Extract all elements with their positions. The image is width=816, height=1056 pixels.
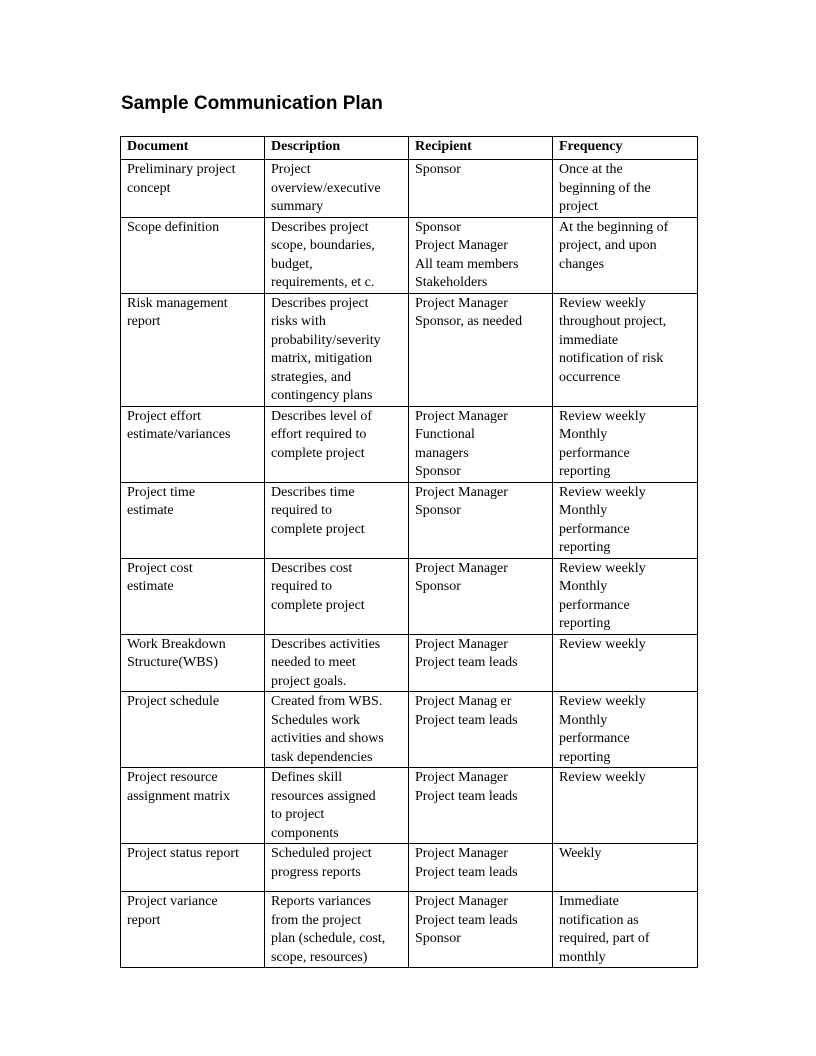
cell-text-line: strategies, and [271,369,352,385]
cell-text-line: required to [271,503,333,518]
cell-description [265,293,409,406]
column-header-description: Description [265,137,409,160]
cell-text-line: Structure(WBS) [127,655,218,670]
cell-text-line: progress reports [271,864,361,880]
cell-text-line: Describes project [271,295,369,311]
cell-text-line: overview/executive [271,180,381,196]
cell-document [121,293,265,406]
cell-text-line: report [127,912,161,928]
cell-text-line: Sponsor [415,503,461,518]
cell-text-line: Monthly [559,427,608,442]
cell-text-line: Review weekly [559,408,646,424]
cell-text-line: risks with [271,314,326,329]
cell-text-line: Project Manager [415,770,508,785]
cell-text-line: scope, boundaries, [271,238,375,253]
cell-text-line: Describes activities [271,636,381,652]
cell-text-line: Immediate [559,894,619,909]
table-body [121,160,698,968]
cell-text-line: Once at the [559,162,623,177]
cell-text-line: monthly [559,949,606,965]
cell-text-line: Describes time [271,484,355,500]
cell-text-line: At the beginning of [559,219,669,235]
cell-recipient [409,892,553,968]
page-title: Sample Communication Plan [121,93,383,114]
cell-text-line: Project Manager [415,636,508,652]
cell-text-line: report [127,314,161,329]
cell-text-line: Describes level of [271,408,373,424]
column-header-recipient: Recipient [409,137,553,160]
cell-text-line: Sponsor [415,219,461,235]
cell-text-line: project, and upon [559,238,657,253]
cell-text-line: notification as [559,912,639,928]
cell-text-line: needed to meet [271,655,356,670]
cell-text-line: Describes cost [271,560,353,576]
cell-document [121,634,265,692]
cell-recipient [409,482,553,558]
cell-document [121,844,265,892]
cell-text-line: Reports variances [271,894,371,909]
cell-text-line: Review weekly [559,770,646,785]
cell-text-line: Project effort [127,408,201,424]
cell-text-line: required to [271,579,333,594]
cell-description [265,768,409,844]
cell-text-line: Project time [127,484,196,500]
cell-text-line: Project team leads [415,712,518,728]
cell-text-line: complete project [271,597,365,613]
cell-text-line: Review weekly [559,694,646,709]
cell-document [121,482,265,558]
cell-frequency [553,482,698,558]
cell-text-line: Monthly [559,503,608,518]
cell-text-line: performance [559,597,630,613]
cell-description [265,892,409,968]
table-row [121,558,698,634]
cell-frequency [553,692,698,768]
cell-text-line: All team members [415,256,519,272]
cell-text-line: required, part of [559,931,650,946]
table-row [121,692,698,768]
cell-recipient [409,217,553,293]
cell-text-line: Scheduled project [271,846,372,861]
cell-recipient [409,293,553,406]
table-row [121,768,698,844]
cell-frequency [553,160,698,218]
cell-text-line: concept [127,180,171,196]
cell-text-line: probability/severity [271,332,381,348]
cell-text-line: Preliminary project [127,162,236,177]
cell-description [265,217,409,293]
cell-text-line: components [271,825,339,841]
cell-text-line: reporting [559,616,611,631]
cell-text-line: complete project [271,521,365,537]
cell-text-line: Project variance [127,894,218,909]
cell-document [121,217,265,293]
cell-text-line: Project Manag er [415,694,512,709]
cell-text-line: Review weekly [559,484,646,500]
cell-text-line: contingency plans [271,388,373,403]
cell-text-line: Project status report [127,846,239,861]
cell-description [265,558,409,634]
cell-recipient [409,692,553,768]
cell-text-line: budget, [271,256,313,272]
cell-text-line: activities and shows [271,731,384,746]
cell-text-line: Project [271,162,311,177]
cell-document [121,558,265,634]
cell-text-line: plan (schedule, cost, [271,931,386,946]
cell-description [265,406,409,482]
cell-text-line: performance [559,521,630,537]
cell-text-line: performance [559,731,630,746]
cell-text-line: reporting [559,749,611,765]
cell-text-line: matrix, mitigation [271,351,373,366]
cell-text-line: Project schedule [127,694,220,709]
cell-text-line: Defines skill [271,770,343,785]
cell-recipient [409,406,553,482]
cell-text-line: Sponsor, as needed [415,314,523,329]
cell-document [121,406,265,482]
cell-text-line: Sponsor [415,162,461,177]
cell-text-line: task dependencies [271,749,373,765]
table-row [121,293,698,406]
cell-text-line: resources assigned [271,788,376,804]
cell-text-line: Project Manager [415,408,508,424]
cell-text-line: Weekly [559,846,602,861]
cell-recipient [409,634,553,692]
cell-text-line: beginning of the [559,180,651,196]
cell-frequency [553,844,698,892]
cell-recipient [409,160,553,218]
cell-text-line: effort required to [271,427,367,442]
cell-text-line: to project [271,807,325,822]
cell-text-line: managers [415,445,469,461]
cell-text-line: summary [271,199,324,214]
cell-text-line: Project Manager [415,295,508,311]
communication-plan-table [120,136,698,968]
table-header-row [121,137,698,160]
cell-text-line: from the project [271,912,362,928]
cell-text-line: Risk management [127,295,228,311]
cell-text-line: Describes project [271,219,369,235]
cell-text-line: assignment matrix [127,788,231,804]
cell-description [265,692,409,768]
cell-text-line: Sponsor [415,464,461,479]
column-header-frequency: Frequency [553,137,698,160]
cell-text-line: estimate [127,503,174,518]
cell-text-line: Scope definition [127,219,220,235]
cell-text-line: changes [559,256,605,272]
cell-document [121,892,265,968]
cell-text-line: Project Manager [415,484,508,500]
cell-text-line: project goals. [271,673,347,689]
cell-text-line: Project resource [127,770,218,785]
table-row [121,634,698,692]
cell-text-line: Stakeholders [415,275,488,290]
cell-text-line: estimate/variances [127,427,231,442]
cell-frequency [553,892,698,968]
cell-document [121,768,265,844]
table-row [121,160,698,218]
cell-text-line: Project cost [127,560,193,576]
cell-text-line: Review weekly [559,295,646,311]
cell-text-line: Review weekly [559,636,646,652]
table-row [121,892,698,968]
table-row [121,482,698,558]
cell-frequency [553,768,698,844]
cell-text-line: Project team leads [415,912,518,928]
cell-text-line: Functional [415,427,475,442]
cell-text-line: Project Manager [415,238,508,253]
cell-text-line: Project team leads [415,788,518,804]
cell-text-line: Sponsor [415,931,461,946]
cell-text-line: performance [559,445,630,461]
cell-description [265,160,409,218]
cell-document [121,692,265,768]
cell-document [121,160,265,218]
cell-description [265,482,409,558]
cell-frequency [553,558,698,634]
cell-text-line: scope, resources) [271,949,368,965]
cell-text-line: throughout project, [559,314,667,329]
cell-text-line: estimate [127,579,174,594]
cell-description [265,844,409,892]
cell-text-line: Sponsor [415,579,461,594]
cell-recipient [409,768,553,844]
cell-text-line: Project team leads [415,864,518,880]
cell-text-line: complete project [271,445,365,461]
cell-text-line: immediate [559,332,619,348]
table-row [121,844,698,892]
cell-text-line: Schedules work [271,712,361,728]
cell-text-line: Review weekly [559,560,646,576]
table-row [121,217,698,293]
cell-text-line: Project Manager [415,894,508,909]
cell-recipient [409,844,553,892]
cell-text-line: requirements, et c. [271,275,375,290]
column-header-document: Document [121,137,265,160]
cell-text-line: Work Breakdown [127,636,226,652]
cell-text-line: Monthly [559,712,608,728]
cell-frequency [553,293,698,406]
cell-text-line: notification of risk [559,351,664,366]
table-row [121,406,698,482]
cell-description [265,634,409,692]
cell-frequency [553,217,698,293]
cell-frequency [553,634,698,692]
cell-text-line: reporting [559,464,611,479]
cell-text-line: Project Manager [415,560,508,576]
cell-frequency [553,406,698,482]
cell-text-line: Monthly [559,579,608,594]
cell-text-line: occurrence [559,369,621,385]
cell-text-line: Created from WBS. [271,694,383,709]
cell-text-line: Project Manager [415,846,508,861]
cell-text-line: reporting [559,540,611,555]
cell-text-line: Project team leads [415,655,518,670]
cell-text-line: project [559,199,598,214]
cell-recipient [409,558,553,634]
